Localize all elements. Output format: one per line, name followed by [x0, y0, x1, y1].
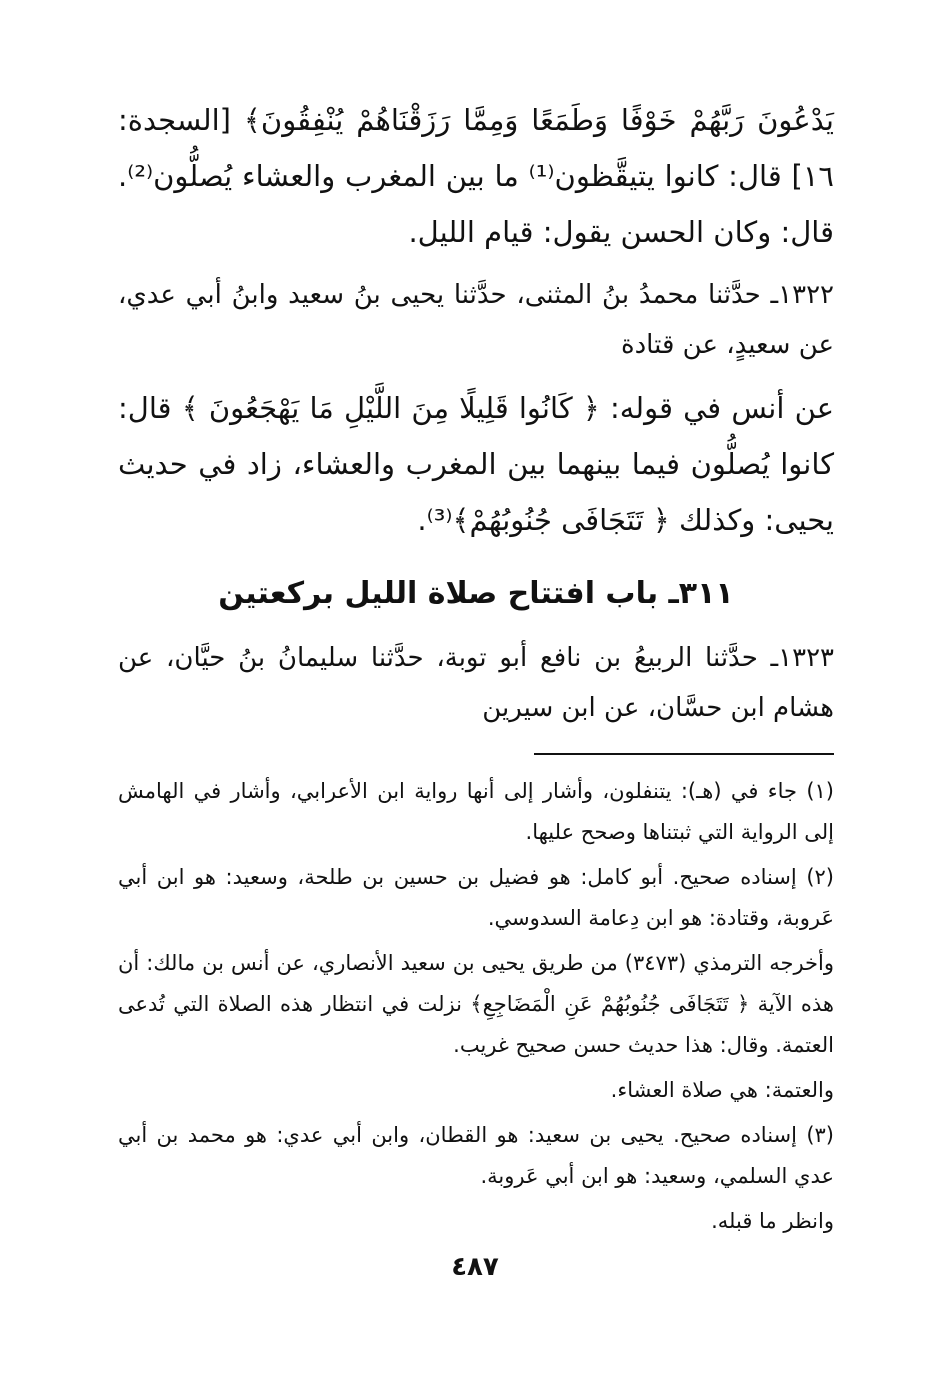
page-body: [118, 92, 834, 1246]
hadith-1322-chain: ١٣٢٢ـ حدَّثنا محمدُ بنُ المثنى، حدَّثنا يحيى بنُ سعيد وابنُ أبي عدي، عن سعيدٍ، عن قتادة: [118, 280, 834, 360]
footnote-2-continued: وأخرجه الترمذي (٣٤٧٣) من طريق يحيى بن سعيد الأنصاري، عن أنس بن مالك: أن هذه الآية ﴿ تَتَجَافَى جُنُوبُهُمْ عَنِ الْمَضَاجِعِ﴾ نزلت في انتظار هذه الصلاة التي تُدعى العتمة. وقال: هذا حديث حسن صحيح غريب.: [118, 951, 834, 1057]
footnote-1: (١) جاء في (هـ): يتنفلون، وأشار إلى أنها رواية ابن الأعرابي، وأشار في الهامش إلى الرواية التي ثبتناها وصحح عليها.: [118, 779, 834, 844]
footnote-separator: [534, 753, 834, 755]
hadith-1323-chain: ١٣٢٣ـ حدَّثنا الربيعُ بن نافع أبو توبة، حدَّثنا سليمانُ بنُ حيَّان، عن هشام ابن حسَّان، عن ابن سيرين: [118, 643, 834, 723]
footnote-3: (٣) إسناده صحيح. يحيى بن سعيد: هو القطان، وابن أبي عدي: هو محمد بن أبي عدي السلمي، وسعيد: هو ابن أبي عَروبة.: [118, 1123, 834, 1188]
footnote-2-note: والعتمة: هي صلاة العشاء.: [610, 1078, 834, 1102]
footnote-2: (٢) إسناده صحيح. أبو كامل: هو فضيل بن حسين بن طلحة، وسعيد: هو ابن أبي عَروبة، وقتادة: هو ابن دِعامة السدوسي.: [118, 865, 834, 930]
footnote-3-note: وانظر ما قبله.: [711, 1209, 834, 1233]
footnotes: [118, 771, 834, 1242]
chapter-heading: ٣١١ـ باب افتتاح صلاة الليل بركعتين: [218, 576, 734, 611]
paragraph-quran-continuation: يَدْعُونَ رَبَّهُمْ خَوْفًا وَطَمَعًا وَمِمَّا رَزَقْنَاهُمْ يُنْفِقُونَ﴾ [السجدة: ١٦] قال: كانوا يتيقَّظون⁽¹⁾ ما بين المغرب والعشاء يُصلُّون⁽²⁾. قال: وكان الحسن يقول: قيام الليل.: [118, 103, 834, 249]
hadith-1322-text: عن أنس في قوله: ﴿ كَانُوا قَلِيلًا مِنَ اللَّيْلِ مَا يَهْجَعُونَ ﴾ قال: كانوا يُصلُّون فيما بينهما بين المغرب والعشاء، زاد في حديث يحيى: وكذلك ﴿ تَتَجَافَى جُنُوبُهُمْ﴾⁽³⁾.: [118, 391, 834, 537]
page-number: ٤٨٧: [451, 1252, 499, 1282]
main-text: [118, 92, 834, 733]
